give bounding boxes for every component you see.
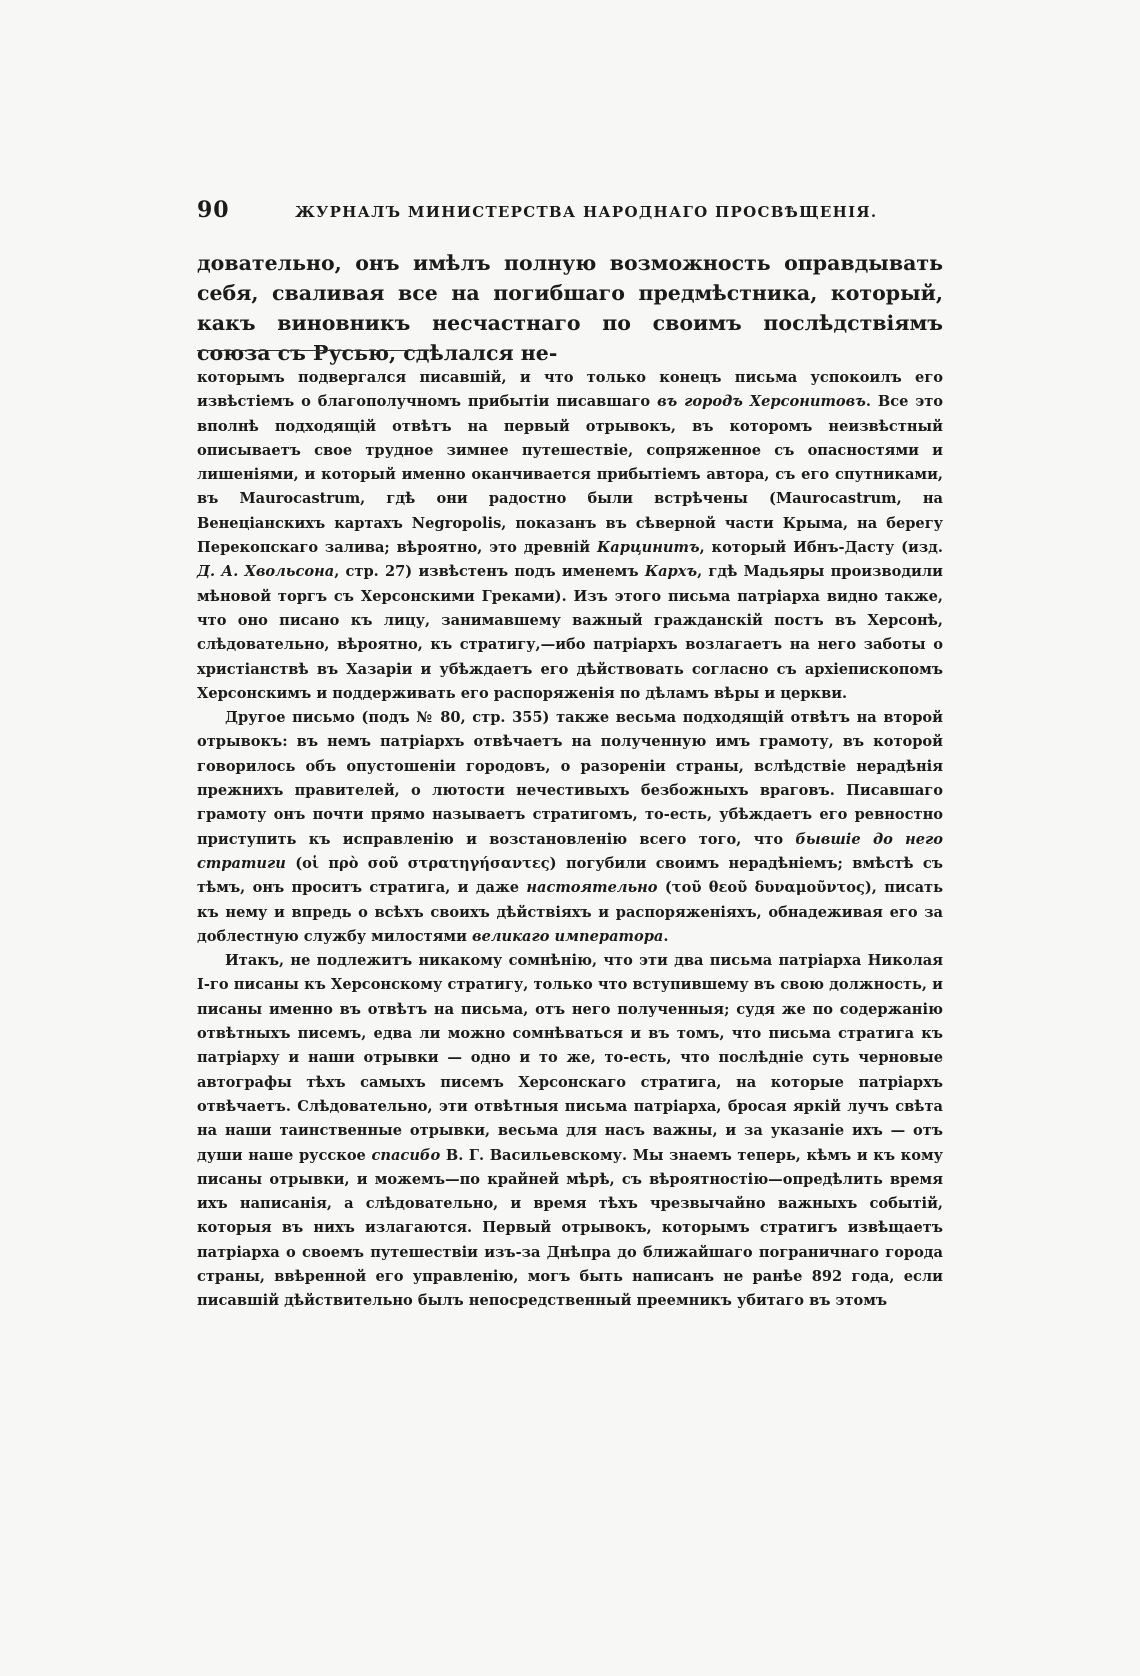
italic-run: бывшіе до него стратиги xyxy=(197,830,944,872)
running-head: ЖУРНАЛЪ МИНИСТЕРСТВА НАРОДНАГО ПРОСВѢЩЕНІЯ. xyxy=(295,203,878,221)
text-run: . Все это вполнѣ подходящій отвѣтъ на первый отрывокъ, въ которомъ неизвѣстный описываетъ свое трудное зимнее путешествіе, сопряженное съ опасностями и лишеніями, и который именно оканчивается прибытіемъ автора, съ его спутниками, въ Maurocastrum, гдѣ они радостно были встрѣчены (Maurocastrum, на Венеціанскихъ картахъ Negropolis, показанъ въ сѣверной части Крыма, на берегу Перекопскаго залива; вѣроятно, это древній xyxy=(197,393,943,557)
footnote-paragraph-2 xyxy=(197,706,943,949)
italic-run: великаго императора xyxy=(472,927,664,945)
text-run: , стр. 27) извѣстенъ подъ именемъ xyxy=(334,563,645,581)
italic-run: спасибо xyxy=(371,1146,441,1164)
italic-run: въ городъ Херсонитовъ xyxy=(657,393,866,411)
footnote-paragraph-3 xyxy=(197,949,943,1313)
text-run: которымъ подвергался писавшій, и что только конецъ письма успокоилъ его извѣстіемъ о благополучномъ прибытіи писавшаго xyxy=(197,369,943,411)
page-header xyxy=(197,197,943,223)
page-number: 90 xyxy=(197,197,230,223)
text-run: Другое письмо (подъ № 80, стр. 355) также весьма подходящій отвѣтъ на второй отрывокъ: въ немъ патріархъ отвѣчаетъ на полученную имъ грамоту, въ которой говорилось объ опустошеніи городовъ, о разореніи страны, вслѣдствіе нерадѣнія прежнихъ правителей, о лютости нечестивыхъ безбожныхъ враговъ. Писавшаго грамоту онъ почти прямо называетъ стратигомъ, то-есть, убѣждаетъ его ревностно приступить къ исправленію и возстановленію всего того, что xyxy=(197,709,943,848)
text-run: , который Ибнъ-Дасту (изд. xyxy=(699,539,943,557)
italic-run: Д. А. Хвольсона xyxy=(197,563,335,581)
italic-run: Кархъ xyxy=(644,563,698,581)
text-run: , гдѣ Мадьяры производили мѣновой торгъ съ Херсонскими Греками). Изъ этого письма патріарха видно также, что оно писано къ лицу, занимавшему важный гражданскій постъ въ Херсонѣ, слѣдовательно, вѣроятно, къ стратигу,—ибо патріархъ возлагаетъ на него заботы о христіанствѣ въ Хазаріи и убѣждаетъ его дѣйствовать согласно съ архіепископомъ Херсонскимъ и поддерживать его распоряженія по дѣламъ вѣры и церкви. xyxy=(197,563,943,702)
text-run: (τοῦ θεοῦ δυναμοῦντος), писать къ нему и впредь о всѣхъ своихъ дѣйствіяхъ и распоряженіяхъ, обнадеживая его за доблестную службу милостями xyxy=(197,879,943,945)
italic-run: Карцинитъ xyxy=(597,539,700,557)
text-run: В. Г. Васильевскому. Мы знаемъ теперь, кѣмъ и къ кому писаны отрывки, и можемъ—по крайней мѣрѣ, съ вѣроятностію—опредѣлить время ихъ написанія, а слѣдовательно, и время тѣхъ чрезвычайно важныхъ событій, которыя въ нихъ излагаются. Первый отрывокъ, которымъ стратигъ извѣщаетъ патріарха о своемъ путешествіи изъ-за Днѣпра до ближайшаго пограничнаго города страны, ввѣренной его управленію, могъ быть написанъ не ранѣе 892 года, если писавшій дѣйствительно былъ непосредственный преемникъ убитаго въ этомъ xyxy=(197,1146,943,1310)
footnote-block xyxy=(197,366,943,1314)
text-run: (οἱ πρὸ σοῦ στρατηγήσαντες) погубили своимъ нерадѣніемъ; вмѣстѣ съ тѣмъ, онъ проситъ стратига, и даже xyxy=(197,854,943,897)
text-run: . xyxy=(663,927,669,945)
footnote-paragraph-1 xyxy=(197,366,943,706)
main-paragraph: довательно, онъ имѣлъ полную возможность оправдывать себя, сваливая все на погибшаго предмѣстника, который, какъ виновникъ несчастнаго по своимъ послѣдствіямъ союза съ Русью, сдѣлался не- xyxy=(197,251,943,365)
italic-run: настоятельно xyxy=(526,879,658,897)
text-run: Итакъ, не подлежитъ никакому сомнѣнію, что эти два письма патріарха Николая I-го писаны къ Херсонскому стратигу, только что вступившему въ свою должность, и писаны именно въ отвѣтъ на письма, отъ него полученныя; судя же по содержанію отвѣтныхъ писемъ, едва ли можно сомнѣваться и въ томъ, что письма стратига къ патріарху и наши отрывки — одно и то же, то-есть, что послѣдніе суть черновые автографы тѣхъ самыхъ писемъ Херсонскаго стратига, на которые патріархъ отвѣчаетъ. Слѣдовательно, эти отвѣтныя письма патріарха, бросая яркій лучъ свѣта на наши таинственные отрывки, весьма для насъ важны, и за указаніе ихъ — отъ души наше русское xyxy=(197,952,943,1164)
footnote-separator xyxy=(197,350,429,351)
